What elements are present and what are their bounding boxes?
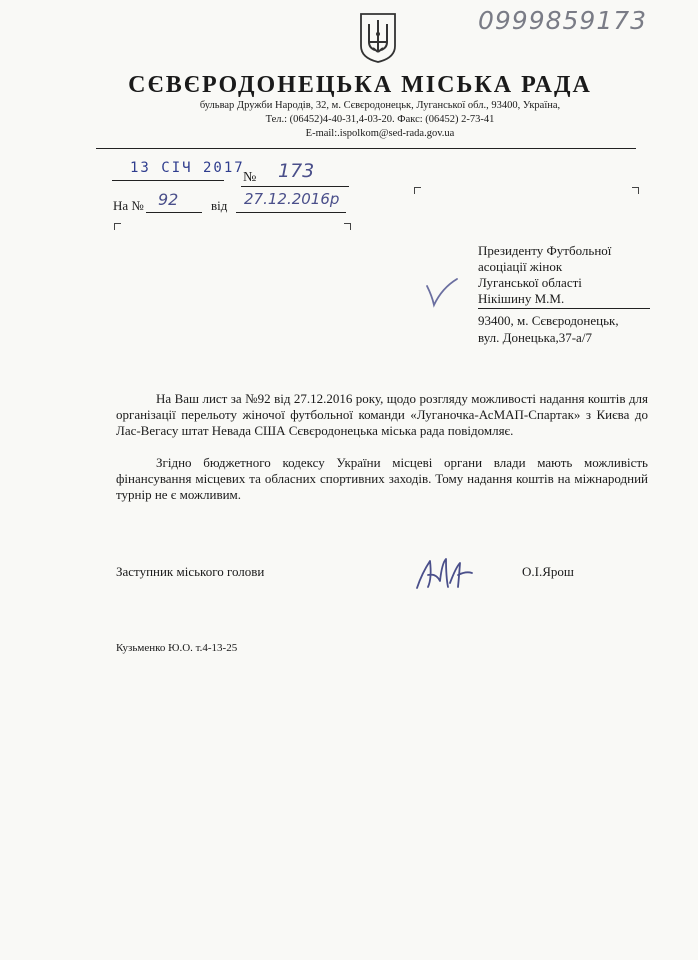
reference-number-label: На № [113, 198, 144, 213]
body-paragraph-2: Згідно бюджетного кодексу України місцеві органи влади мають можливість фінансування місцевих та обласних спортивних заходів. Тому надання коштів на міжнародний турнір не є можливим. [116, 455, 648, 502]
reference-number-line [146, 212, 202, 213]
recipient-address-line-1: 93400, м. Сєвєродонецьк, [478, 313, 619, 328]
stamp-line [112, 180, 224, 181]
executor-contact: Кузьменко Ю.О. т.4-13-25 [116, 642, 238, 654]
recipient-line-4: Нікішину М.М. [478, 291, 565, 306]
reference-date: 27.12.2016р [244, 190, 340, 208]
corner-mark [114, 223, 121, 230]
registration-line [241, 186, 349, 187]
registration-number: 173 [278, 160, 315, 182]
handwritten-phone-number: 0999859173 [478, 6, 648, 35]
recipient-block [478, 243, 611, 307]
coat-of-arms-icon [358, 12, 398, 64]
signatory-position: Заступник міського голови [116, 564, 265, 579]
reference-date-line [236, 212, 346, 213]
council-phones: Тел.: (06452)4-40-31,4-03-20. Факс: (06452) 2-73-41 [265, 114, 495, 125]
council-title: СЄВЄРОДОНЕЦЬКА МІСЬКА РАДА [128, 72, 592, 98]
recipient-line-3: Луганської області [478, 275, 582, 290]
registration-date-stamp: 13 СІЧ 2017 [130, 160, 245, 176]
signatory-name: О.І.Ярош [522, 564, 574, 579]
body-paragraph-1: На Ваш лист за №92 від 27.12.2016 року, щодо розгляду можливості надання коштів для організації перельоту жіночої футбольної команди «Луганочка-АсМАП-Спартак» з Києва до Лас-Вегасу штат Невада США Сєвєродонецька міська рада повідомляє. [116, 391, 648, 438]
council-address: бульвар Дружби Народів, 32, м. Сєвєродонецьк, Луганської обл., 93400, Україна, [199, 100, 561, 111]
check-mark-icon [424, 276, 460, 308]
corner-mark [632, 187, 639, 194]
reference-number: 92 [158, 190, 179, 209]
recipient-address-line-2: вул. Донецька,37-а/7 [478, 330, 592, 345]
recipient-address-block [478, 312, 619, 346]
recipient-line-2: асоціації жінок [478, 259, 563, 274]
recipient-divider [478, 308, 650, 309]
corner-mark [344, 223, 351, 230]
council-email: E-mail:.ispolkom@sed-rada.gov.ua [305, 128, 455, 139]
registration-number-label: № [243, 170, 257, 185]
header-divider [96, 148, 636, 149]
corner-mark [414, 187, 421, 194]
reference-from-label: від [211, 198, 228, 213]
recipient-line-1: Президенту Футбольної [478, 243, 612, 258]
handwritten-signature [412, 553, 478, 593]
